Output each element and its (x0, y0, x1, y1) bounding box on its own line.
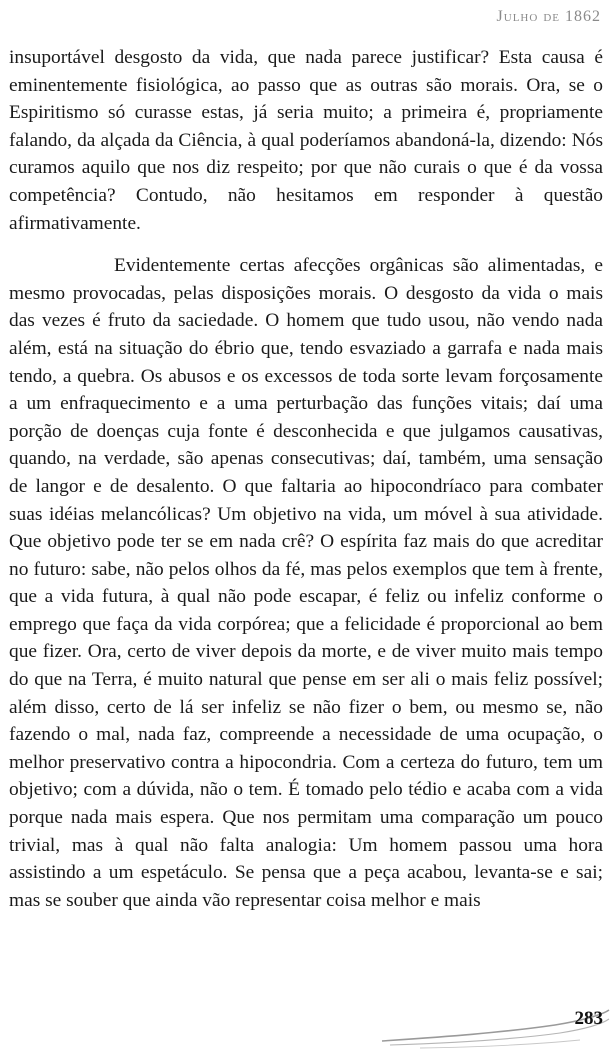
paragraph-2: Evidentemente certas afecções orgânicas são alimentadas, e mesmo provocadas, pelas disposições morais. O desgosto da vida o mais das vezes é fruto da saciedade. O homem que tudo usou, não vendo nada além, está na situação do ébrio que, tendo esvaziado a garrafa e nada mais tendo, a quebra. Os abusos e os excessos de toda sorte levam forçosamente a um enfraquecimento e a uma perturbação das funções vitais; daí uma porção de doenças cuja fonte é desconhecida e que julgamos causativas, quando, na verdade, são apenas consecutivas; daí, também, uma sensação de langor e de desalento. O que faltaria ao hipocondríaco para combater suas idéias melancólicas? Um objetivo na vida, um móvel à sua atividade. Que objetivo pode ter se em nada crê? O espírita faz mais do que acreditar no futuro: sabe, não pelos olhos da fé, mas pelos exemplos que tem à frente, que a vida futura, à qual não pode escapar, é feliz ou infeliz conforme o emprego que faça da vida corpórea; que a felicidade é proporcional ao bem que fizer. Ora, certo de viver depois da morte, e de viver muito mais tempo do que na Terra, é muito natural que pense em ser ali o mais feliz possível; além disso, certo de lá ser infeliz se não fizer o bem, ou mesmo se, não fazendo o mal, nada faz, compreende a necessidade de uma ocupação, o melhor preservativo contra a hipocondria. Com a certeza do futuro, tem um objetivo; com a dúvida, não o tem. É tomado pelo tédio e acaba com a vida porque nada mais espera. Que nos permitam uma comparação um pouco trivial, mas à qual não falta analogia: Um homem passou uma hora assistindo a um espetáculo. Se pensa que a peça acabou, levanta-se e sai; mas se souber que ainda vão representar coisa melhor e mais (9, 255, 603, 911)
page-body (9, 44, 603, 914)
running-header: Julho de 1862 (496, 8, 601, 25)
page-number: 283 (574, 1008, 603, 1029)
paragraph-1: insuportável desgosto da vida, que nada parece justificar? Esta causa é eminentemente fisiológica, ao passo que as outras são morais. Ora, se o Espiritismo só curasse estas, já seria muito; a primeira é, propriamente falando, da alçada da Ciência, à qual poderíamos abandoná-la, dizendo: Nós curamos aquilo que nos diz respeito; por que não curais o que é da vossa competência? Contudo, não hesitamos em responder à questão afirmativamente. (9, 47, 603, 234)
